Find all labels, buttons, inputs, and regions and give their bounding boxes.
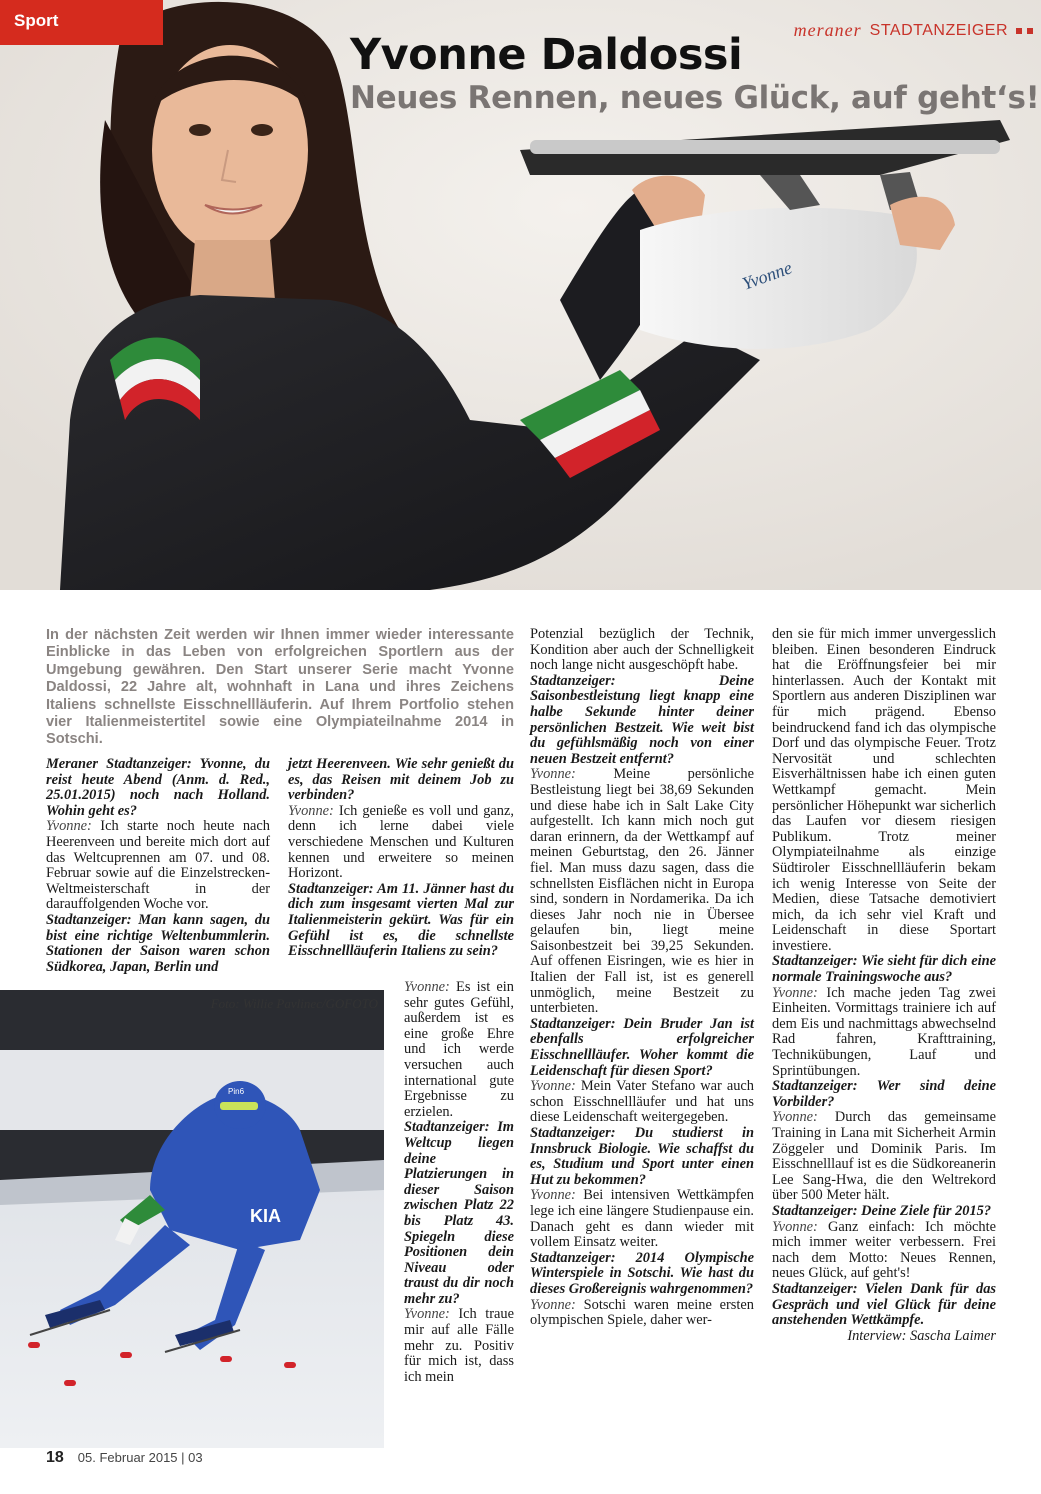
interview-question: Stadtanzeiger: Im Weltcup liegen deine Platzierungen in dieser Saison zwischen Platz 22 bis Platz 43. Spiegeln diese Positionen dein Niveau oder traust du dir noch mehr zu? [404, 1119, 514, 1307]
answer-text: Ich traue mir auf alle Fälle mehr zu. Positiv für mich ist, dass ich mein [404, 1306, 514, 1385]
interview-answer [288, 804, 514, 882]
interview-question: Stadtanzeiger: Deine Ziele für 2015? [772, 1202, 992, 1219]
speaker-label: Yvonne: [404, 1306, 450, 1323]
interview-answer [772, 986, 996, 1080]
speaker-label: Yvonne: [46, 818, 92, 835]
speaker-label: Yvonne: [288, 802, 334, 819]
column-4 [772, 627, 996, 1344]
interview-answer [46, 819, 270, 913]
interview-question: Stadtanzeiger: 2014 Olympische Winterspiele in Sotschi. Wie hast du dieses Großereignis wahrgenommen? [530, 1249, 754, 1297]
photo-credit: Foto: Willie Pavlinec/GOFOTO [210, 996, 378, 1011]
page-footer [46, 1449, 203, 1467]
interview-answer [404, 1307, 514, 1385]
answer-text: Potenzial bezüglich der Technik, Kondition aber auch der Schnelligkeit noch lange nicht ausgeschöpft habe. [530, 626, 754, 674]
speaker-label: Yvonne: [772, 1109, 818, 1126]
masthead [794, 20, 1033, 41]
interview-answer [530, 1079, 754, 1126]
interview-answer [530, 627, 754, 674]
column-2 [288, 757, 514, 960]
speaker-label: Yvonne: [530, 766, 576, 783]
interview-credit: Interview: Sascha Laimer [847, 1327, 996, 1344]
skate-brand-text: Yvonne [739, 257, 795, 294]
section-tab: Sport [0, 0, 163, 45]
answer-text: Ganz einfach: Ich möchte mich immer weiter verbessern. Frei nach dem Motto: Neues Rennen, neues Glück, auf geht's! [772, 1218, 996, 1282]
action-photo [0, 990, 384, 1448]
interview-question: Meraner Stadtanzeiger: Yvonne, du reist heute Abend (Anm. d. Red., 25.01.2015) noch nach Holland. Wohin geht es? [46, 756, 270, 819]
answer-text: Mein Vater Stefano war auch schon Eisschnellläufer und hat uns diese Leidenschaft weitergegeben. [530, 1078, 754, 1126]
speaker-label: Yvonne: [530, 1187, 576, 1204]
interview-question: Stadtanzeiger: Vielen Dank für das Gespräch und viel Glück für deine anstehenden Wettkämpfe. [772, 1280, 996, 1329]
column-2-continued [404, 980, 514, 1385]
interview-question: Stadtanzeiger: Dein Bruder Jan ist ebenfalls erfolgreicher Eisschnellläufer. Woher kommt die Leidenschaft für diesen Sport? [530, 1015, 754, 1079]
skater-illustration [0, 990, 384, 1448]
issue-date: 05. Februar 2015 | 03 [77, 1450, 203, 1465]
speaker-label: Yvonne: [530, 1296, 576, 1313]
page-number: 18 [46, 1449, 64, 1466]
answer-text: den sie für mich immer unvergesslich bleiben. Einen besonderen Eindruck hat die Eröffnungsfeier bei mir hinterlassen. Auch der Kontakt mit Sportlern aus anderen Disziplinen war für mich prägend. Ebenso beindruckend fand ich das olympische Dorf und das olympische Feuer. Trotz Nervosität und schlechten Eisverhältnissen habe ich einen guten Wettkampf gemacht. Mein persönlicher Höhepunkt war sicherlich das Laufen vor diesem riesigen Publikum. Trotz meiner Olympiateilnahme als einzige Südtiroler Eisschnellläuferin bekam ich wenig Interesse von Seite der Medien, diese Tatsache demotiviert mich, da ich sehr viel Kraft und Leidenschaft in diese Sportart investiere. [772, 626, 996, 954]
column-3 [530, 627, 754, 1329]
answer-text: Ich genieße es voll und ganz, denn ich lerne dabei viele verschiedene Menschen und Kulturen kennen und erweitere so meinen Horizont. [288, 802, 514, 882]
interview-answer [530, 1298, 754, 1329]
masthead-script: meraner [793, 20, 862, 40]
interview-question: Stadtanzeiger: Man kann sagen, du bist eine richtige Weltenbummlerin. Stationen der Saison waren schon Südkorea, Japan, Berlin und [46, 911, 270, 975]
subheadline: Neues Rennen, neues Glück, auf geht‘s! [350, 80, 1040, 116]
interview-question: Stadtanzeiger: Deine Saisonbestleistung liegt knapp eine halbe Sekunde hinter deiner persönlichen Bestzeit. Wie weit bist du gefühlsmäßig noch von einer neuen Bestzeit entfernt? [530, 672, 754, 767]
headline: Yvonne Daldossi [350, 30, 743, 80]
answer-text: Es ist ein sehr gutes Gefühl, außerdem ist es eine große Ehre und ich werde versuchen auch international gute Ergebnisse zu erzielen. [404, 979, 514, 1120]
answer-text: Ich starte noch heute nach Heerenveen und bereite mich dort auf das Weltcuprennen am 07. und 08. Februar sowie auf die Einzelstrecken-Weltmeisterschaft in der darauffolgenden Woche vor. [46, 818, 270, 913]
interview-answer [404, 980, 514, 1120]
interview-question: Stadtanzeiger: Am 11. Jänner hast du dich zum insgesamt vierten Mal zur Italienmeisterin gekürt. Was für ein Gefühl ist es, die schnellste Eisschnellläuferin Italiens zu sein? [288, 880, 514, 960]
helmet-text: Pin6 [228, 1087, 245, 1096]
lead-paragraph: In der nächsten Zeit werden wir Ihnen immer wieder interessante Einblicke in das Leben von erfolgreichen Sportlern aus der Umgebung gewähren. Den Start unserer Serie macht Yvonne Daldossi, 22 Jahre alt, wohnhaft in Lana und ihres Zeichens Italiens schnellste Eisschnellläuferin. Auf Ihrem Portfolio stehen vier Italienmeistertitel sowie eine Olympiateilnahme 2014 in Sotschi. [46, 627, 514, 748]
speaker-label: Yvonne: [772, 984, 818, 1001]
interview-answer [772, 627, 996, 954]
speaker-label: Yvonne: [772, 1218, 818, 1235]
answer-text: Ich mache jeden Tag zwei Einheiten. Vormittags trainiere ich auf dem Eis und nachmittags abwechselnd Rad fahren, Krafttraining, Technikübungen, Lauf und Sprintübungen. [772, 984, 996, 1079]
interview-answer [772, 1110, 996, 1204]
interview-answer [530, 767, 754, 1017]
interview-question: Stadtanzeiger: Du studierst in Innsbruck Biologie. Wie schaffst du es, Studium und Sport unter einen Hut zu bekommen? [530, 1125, 754, 1188]
suit-brand-text: KIA [250, 1206, 281, 1226]
answer-text: Sotschi waren meine ersten olympischen Spiele, daher wer- [530, 1296, 754, 1329]
interview-question: Stadtanzeiger: Wer sind deine Vorbilder? [772, 1078, 996, 1110]
answer-text: Durch das gemeinsame Training in Lana mit Sicherheit Armin Zöggeler und Dominik Paris. Im Eisschnelllauf ist es die Südkoreanerin Lee Sang-Hwa, die den Weltrekord über 500 Meter hält. [772, 1109, 996, 1204]
interview-question: Stadtanzeiger: Wie sieht für dich eine normale Trainingswoche aus? [772, 953, 996, 986]
interview-question: jetzt Heerenveen. Wie sehr genießt du es, das Reisen mit deinem Job zu verbinden? [288, 756, 514, 804]
column-1 [46, 757, 270, 975]
interview-answer [772, 1220, 996, 1282]
masthead-dots [1016, 28, 1033, 34]
interview-answer [530, 1188, 754, 1250]
answer-text: Meine persönliche Bestleistung liegt bei 38,69 Sekunden und diese habe ich in Salt Lake City aufgestellt. Ich kann mich noch gut daran erinnern, da der Wettkampf auf meinen Geburtstag, den 26. Jänner fiel. Man muss dazu sagen, dass die schnellsten Eisflächen nicht in Europa sind, sondern in Nordamerika. Da ich dieses Jahr noch nie in Übersee gelaufen bin, liegt meine Saisonbestzeit bei 39,25 Sekunden. Auf offenen Eisringen, wie es hier in Italien der Fall ist, ist es generell unmöglich, meine Bestzeit zu unterbieten. [530, 766, 754, 1017]
answer-text: Bei intensiven Wettkämpfen lege ich eine längere Studienpause ein. Danach geht es dann wieder mit vollem Einsatz weiter. [530, 1187, 754, 1251]
speaker-label: Yvonne: [530, 1078, 576, 1095]
speaker-label: Yvonne: [404, 979, 450, 995]
masthead-caps: STADTANZEIGER [869, 21, 1008, 39]
